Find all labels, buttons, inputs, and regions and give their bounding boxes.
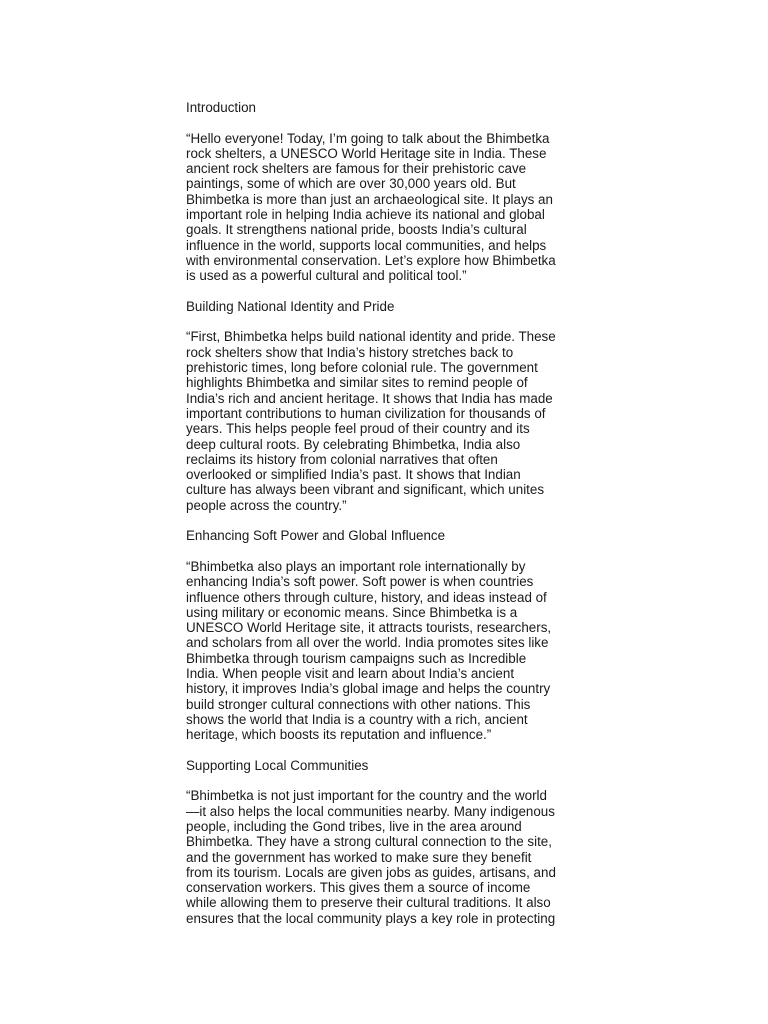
text-line: Bhimbetka through tourism campaigns such as Incredible xyxy=(186,650,527,666)
section-heading-national-identity: Building National Identity and Pride xyxy=(186,298,395,314)
document-page xyxy=(186,100,584,941)
text-line: “Bhimbetka also plays an important role internationally by xyxy=(186,558,526,574)
text-line: and scholars from all over the world. India promotes sites like xyxy=(186,635,549,651)
text-line: ensures that the local community plays a key role in protecting xyxy=(186,910,556,926)
section-heading-local-communities: Supporting Local Communities xyxy=(186,757,369,773)
text-line: paintings, some of which are over 30,000 years old. But xyxy=(186,176,516,192)
paragraph-national-identity xyxy=(186,329,584,513)
text-line: rock shelters, a UNESCO World Heritage site in India. These xyxy=(186,145,547,161)
text-line: Bhimbetka is more than just an archaeological site. It plays an xyxy=(186,191,553,207)
text-line: history, it improves India’s global image and helps the country xyxy=(186,681,551,697)
text-line: and the government has worked to make sure they benefit xyxy=(186,849,532,865)
paragraph-local-communities xyxy=(186,788,584,926)
text-line: with environmental conservation. Let’s explore how Bhimbetka xyxy=(186,252,556,268)
text-line: influence others through culture, history, and ideas instead of xyxy=(186,589,547,605)
text-line: influence in the world, supports local communities, and helps xyxy=(186,237,547,253)
text-line: while allowing them to preserve their cultural traditions. It also xyxy=(186,895,551,911)
text-line: build stronger cultural connections with other nations. This xyxy=(186,696,531,712)
text-line: “Hello everyone! Today, I’m going to talk about the Bhimbetka xyxy=(186,130,550,146)
text-line: conservation workers. This gives them a source of income xyxy=(186,880,531,896)
text-line: rock shelters show that India’s history stretches back to xyxy=(186,344,514,360)
text-line: reclaims its history from colonial narratives that often xyxy=(186,451,498,467)
text-line: from its tourism. Locals are given jobs as guides, artisans, and xyxy=(186,864,556,880)
paragraph-soft-power xyxy=(186,559,584,743)
text-line: people, including the Gond tribes, live in the area around xyxy=(186,818,522,834)
text-line: important role in helping India achieve its national and global xyxy=(186,207,545,223)
paragraph-introduction xyxy=(186,131,584,284)
text-line: goals. It strengthens national pride, boosts India’s cultural xyxy=(186,222,527,238)
text-line: —it also helps the local communities nearby. Many indigenous xyxy=(186,803,555,819)
text-line: India. When people visit and learn about India’s ancient xyxy=(186,665,515,681)
section-heading-soft-power: Enhancing Soft Power and Global Influence xyxy=(186,528,446,544)
section-heading-introduction: Introduction xyxy=(186,100,256,115)
text-line: UNESCO World Heritage site, it attracts tourists, researchers, xyxy=(186,620,552,636)
text-line: important contributions to human civilization for thousands of xyxy=(186,405,546,421)
text-line: deep cultural roots. By celebrating Bhimbetka, India also xyxy=(186,436,521,452)
text-line: using military or economic means. Since Bhimbetka is a xyxy=(186,604,518,620)
text-line: culture has always been vibrant and significant, which unites xyxy=(186,482,545,498)
text-line: enhancing India’s soft power. Soft power is when countries xyxy=(186,574,534,590)
text-line: is used as a powerful cultural and political tool.” xyxy=(186,268,467,284)
text-line: “Bhimbetka is not just important for the country and the world xyxy=(186,788,547,804)
text-line: India’s rich and ancient heritage. It shows that India has made xyxy=(186,390,553,406)
text-line: Bhimbetka. They have a strong cultural connection to the site, xyxy=(186,834,552,850)
text-line: shows the world that India is a country with a rich, ancient xyxy=(186,711,528,727)
text-line: overlooked or simplified India’s past. It shows that Indian xyxy=(186,467,521,483)
text-line: highlights Bhimbetka and similar sites to remind people of xyxy=(186,375,528,391)
text-line: years. This helps people feel proud of their country and its xyxy=(186,421,530,437)
text-line: people across the country.” xyxy=(186,497,347,513)
text-line: “First, Bhimbetka helps build national identity and pride. These xyxy=(186,329,556,345)
text-line: heritage, which boosts its reputation and influence.” xyxy=(186,727,492,743)
text-line: prehistoric times, long before colonial rule. The government xyxy=(186,360,538,376)
text-line: ancient rock shelters are famous for their prehistoric cave xyxy=(186,161,527,177)
